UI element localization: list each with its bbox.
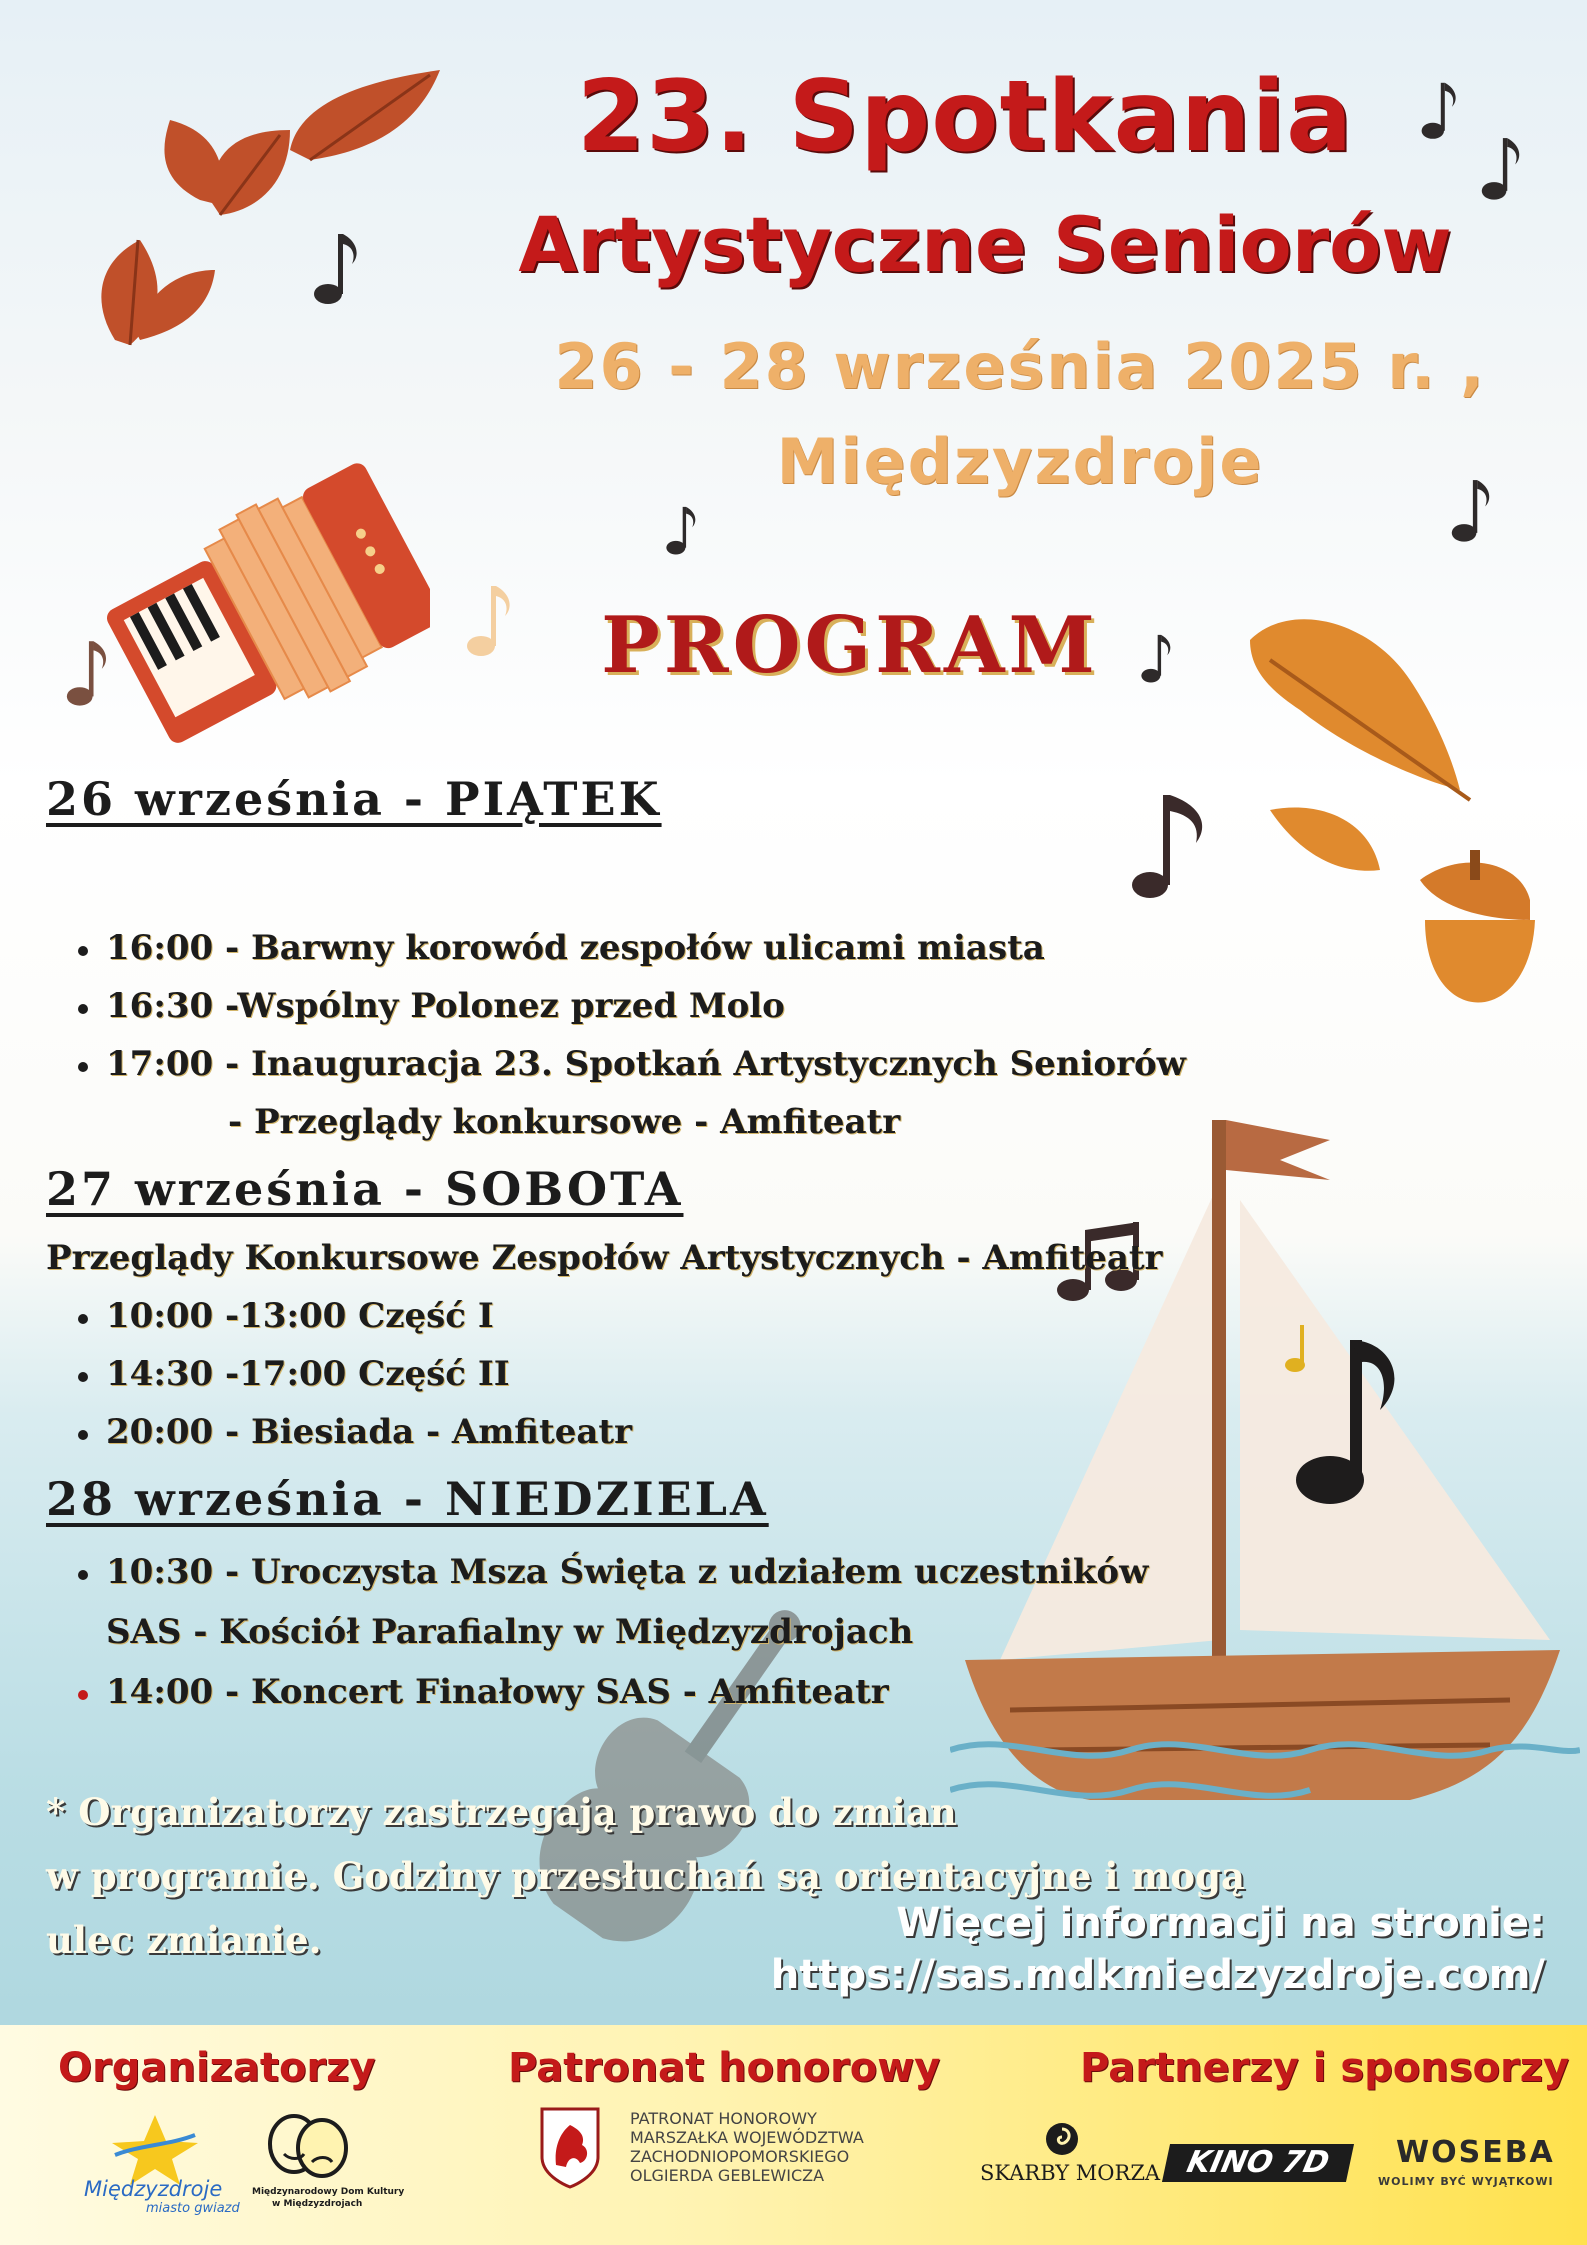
bullet-icon xyxy=(78,1372,88,1382)
sponsor-skarby-morza: SKARBY MORZA xyxy=(980,2161,1161,2185)
footer xyxy=(0,2025,1587,2245)
logo-mdk: Międzynarodowy Dom Kultury xyxy=(252,2187,405,2197)
logo-miedzyzdroje-tagline: miasto gwiazd xyxy=(146,2201,240,2216)
bullet-icon xyxy=(78,1004,88,1014)
spiral-logo-icon xyxy=(1044,2121,1080,2157)
sponsor-woseba: WOSEBA xyxy=(1396,2135,1555,2170)
theatre-masks-icon xyxy=(262,2110,352,2180)
sailboat-illustration xyxy=(950,1100,1580,1820)
disclaimer-line: w programie. Godziny przesłuchań są orientacyjne i mogą xyxy=(46,1854,1245,1898)
music-note-icon xyxy=(1140,628,1174,688)
organizers-heading: Organizatorzy xyxy=(58,2045,376,2091)
day-heading-saturday: 27 września - SOBOTA xyxy=(46,1162,684,1216)
day-intro: Przeglądy Konkursowe Zespołów Artystycznych - Amfiteatr xyxy=(46,1238,1163,1278)
music-note-icon xyxy=(312,228,362,308)
autumn-leaves-illustration xyxy=(90,40,450,370)
more-info-label: Więcej informacji na stronie: xyxy=(896,1900,1545,1946)
accordion-illustration xyxy=(70,390,430,750)
sponsors-heading: Partnerzy i sponsorzy xyxy=(1080,2045,1570,2091)
bullet-icon xyxy=(78,1314,88,1324)
bullet-icon xyxy=(78,1690,88,1700)
event-item: 16:00 - Barwny korowód zespołów ulicami miasta xyxy=(106,928,1045,968)
program-heading: PROGRAM xyxy=(601,600,1099,691)
bullet-icon xyxy=(78,946,88,956)
event-dates: 26 - 28 września 2025 r. , xyxy=(554,330,1486,403)
event-item: 14:30 -17:00 Część II xyxy=(106,1354,510,1394)
music-note-icon xyxy=(665,500,699,560)
bullet-icon xyxy=(78,1430,88,1440)
day-heading-friday: 26 września - PIĄTEK xyxy=(46,772,662,826)
patronage-line: OLGIERDA GEBLEWICZA xyxy=(630,2166,825,2185)
event-item: 16:30 -Wspólny Polonez przed Molo xyxy=(106,986,785,1026)
bullet-icon xyxy=(78,1062,88,1072)
patronage-line: MARSZAŁKA WOJEWÓDZTWA xyxy=(630,2128,864,2147)
double-music-note-icon xyxy=(1130,785,1230,905)
page-subtitle: Artystyczne Seniorów xyxy=(518,200,1452,289)
disclaimer-line: * Organizatorzy zastrzegają prawo do zmian xyxy=(46,1790,957,1834)
oak-leaves-acorn-illustration xyxy=(1230,600,1570,1060)
day-heading-sunday: 28 września - NIEDZIELA xyxy=(46,1472,769,1526)
event-item: 20:00 - Biesiada - Amfiteatr xyxy=(106,1412,632,1452)
event-item-continuation: SAS - Kościół Parafialny w Międzyzdrojach xyxy=(106,1612,914,1652)
logo-miedzyzdroje: Międzyzdroje xyxy=(84,2177,223,2201)
sponsor-kino-7d: KINO 7D xyxy=(1162,2144,1354,2182)
patronage-line: ZACHODNIOPOMORSKIEGO xyxy=(630,2147,850,2166)
patronage-text xyxy=(630,2109,864,2185)
event-item: 10:00 -13:00 Część I xyxy=(106,1296,494,1336)
patronage-line: PATRONAT HONOROWY xyxy=(630,2109,817,2128)
page-title: 23. Spotkania xyxy=(576,60,1354,174)
music-note-icon xyxy=(65,630,111,715)
star-logo-icon xyxy=(110,2115,200,2185)
event-item: 10:30 - Uroczysta Msza Święta z udziałem uczestników xyxy=(106,1552,1149,1592)
event-location: Międzyzdroje xyxy=(776,425,1264,498)
sponsor-woseba-tagline: WOLIMY BYĆ WYJĄTKOWI xyxy=(1378,2175,1554,2188)
music-note-icon xyxy=(465,575,515,665)
event-item: 17:00 - Inauguracja 23. Spotkań Artystycznych Seniorów xyxy=(106,1044,1186,1084)
bullet-icon xyxy=(78,1570,88,1580)
website-link[interactable]: https://sas.mdkmiedzyzdroje.com/ xyxy=(770,1952,1545,1998)
griffin-coat-of-arms-icon xyxy=(540,2107,600,2189)
patronage-heading: Patronat honorowy xyxy=(508,2045,941,2091)
logo-mdk-sub: w Międzyzdrojach xyxy=(272,2199,363,2209)
event-item-continuation: - Przeglądy konkursowe - Amfiteatr xyxy=(228,1102,901,1142)
event-item: 14:00 - Koncert Finałowy SAS - Amfiteatr xyxy=(106,1672,889,1712)
disclaimer-line: ulec zmianie. xyxy=(46,1918,322,1962)
